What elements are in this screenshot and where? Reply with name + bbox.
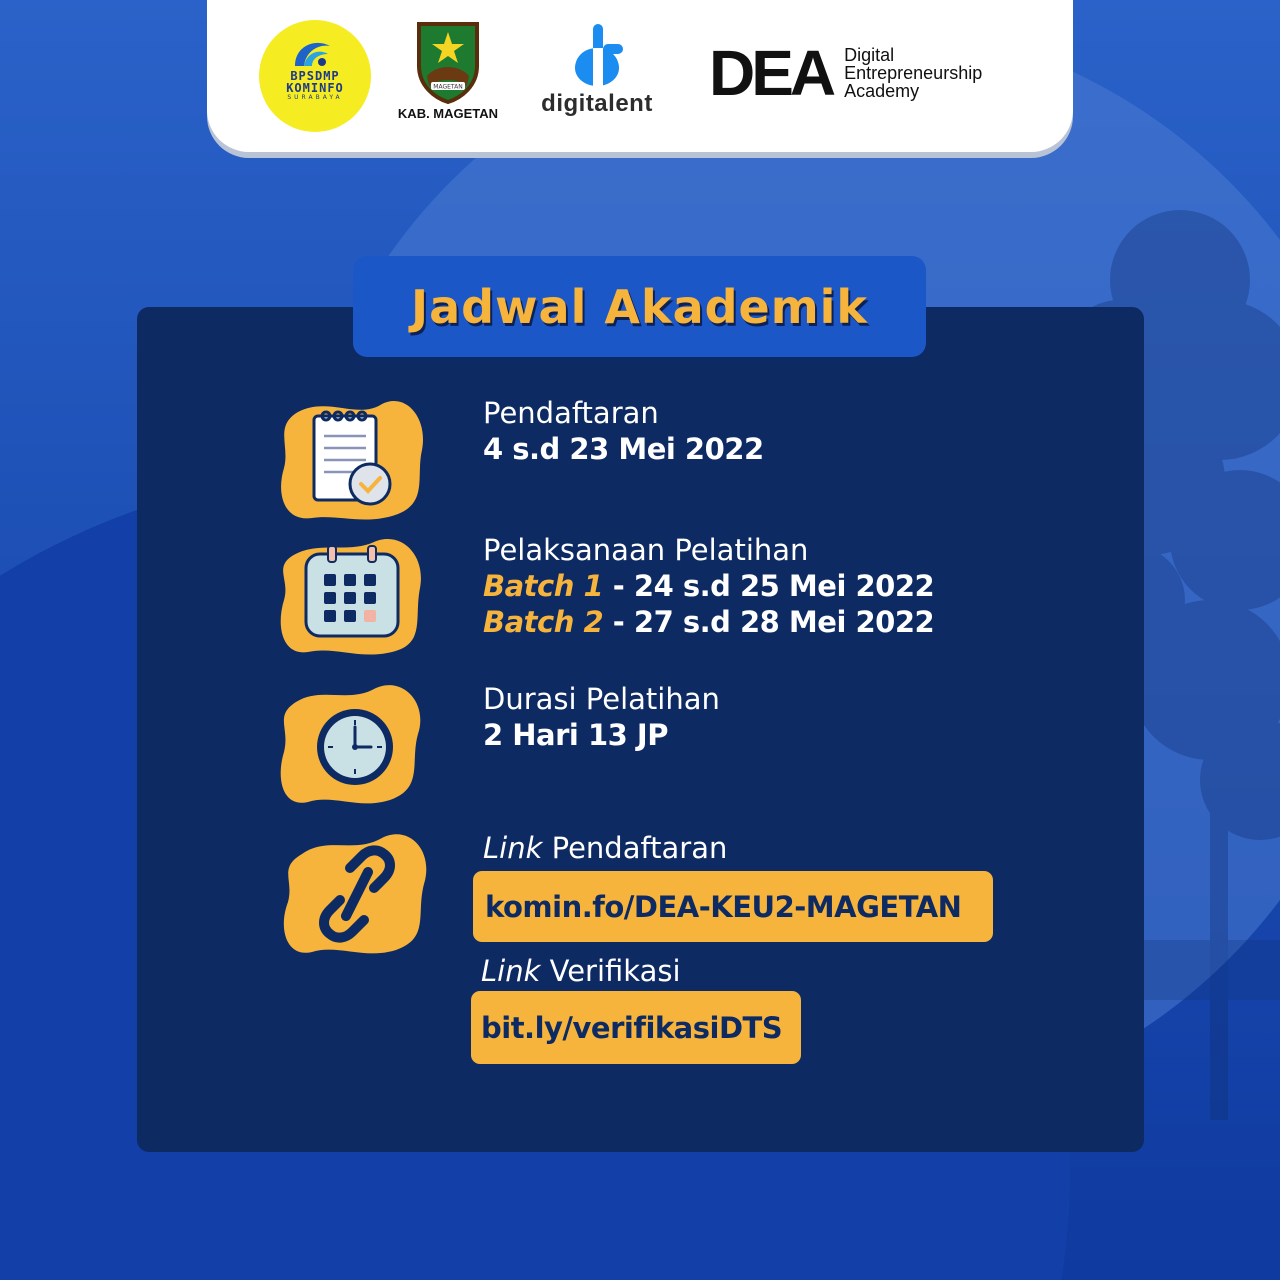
kominfo-text: KOMINFO — [286, 81, 344, 95]
register-link-block — [483, 831, 727, 865]
clock-icon — [278, 682, 426, 808]
kab-magetan-logo — [393, 20, 503, 130]
document-check-icon — [278, 398, 426, 522]
dea-line-2: Entrepreneurship — [844, 63, 983, 83]
register-link-label — [483, 831, 727, 865]
dea-subtitle — [844, 46, 982, 100]
dea-logo — [709, 38, 982, 108]
verify-link-label — [481, 954, 681, 988]
verify-url[interactable]: bit.ly/verifikasiDTS — [481, 1010, 783, 1045]
register-link-text: Pendaftaran — [542, 831, 728, 865]
kominfo-swirl-icon — [290, 36, 340, 70]
batch-2-row — [483, 605, 934, 639]
digitalent-logo — [532, 22, 662, 132]
registration-label: Pendaftaran — [483, 396, 659, 430]
logo-bar — [207, 0, 1073, 152]
duration-value: 2 Hari 13 JP — [483, 718, 668, 752]
dea-mark: DEA — [709, 37, 833, 109]
digitalent-mark-icon — [567, 22, 627, 88]
training-label: Pelaksanaan Pelatihan — [483, 533, 809, 567]
register-url[interactable]: komin.fo/DEA-KEU2-MAGETAN — [485, 889, 962, 924]
surabaya-text: SURABAYA — [287, 94, 343, 101]
batch-1-name: Batch 1 — [483, 569, 604, 603]
registration-dates: 4 s.d 23 Mei 2022 — [483, 432, 764, 466]
bpsdmp-kominfo-logo — [259, 20, 371, 132]
register-link-prefix: Link — [483, 831, 543, 865]
registration-block — [483, 396, 764, 466]
bpsdmp-text: BPSDMP — [290, 69, 340, 83]
batch-2-name: Batch 2 — [483, 605, 604, 639]
duration-label: Durasi Pelatihan — [483, 682, 720, 716]
batch-2-dates: - 27 s.d 28 Mei 2022 — [603, 605, 935, 639]
batch-1-row — [483, 569, 934, 603]
training-block — [483, 533, 934, 639]
verify-link-pill[interactable] — [471, 991, 801, 1064]
digitalent-caption: digitalent — [541, 90, 653, 117]
verify-link-block — [481, 954, 681, 988]
register-link-pill[interactable] — [473, 871, 993, 942]
dea-line-3: Academy — [844, 81, 920, 101]
calendar-icon — [278, 534, 426, 658]
verify-link-prefix: Link — [481, 954, 541, 988]
verify-link-text: Verifikasi — [540, 954, 681, 988]
batch-1-dates: - 24 s.d 25 Mei 2022 — [603, 569, 935, 603]
dea-line-1: Digital — [844, 45, 895, 65]
page-title: Jadwal Akademik — [410, 279, 869, 334]
title-banner — [353, 256, 926, 357]
link-icon — [282, 830, 432, 958]
kab-magetan-caption: KAB. MAGETAN — [397, 106, 499, 121]
magetan-shield-icon — [413, 20, 483, 104]
magetan-ribbon-text: MAGETAN — [433, 83, 463, 91]
duration-block — [483, 682, 720, 752]
